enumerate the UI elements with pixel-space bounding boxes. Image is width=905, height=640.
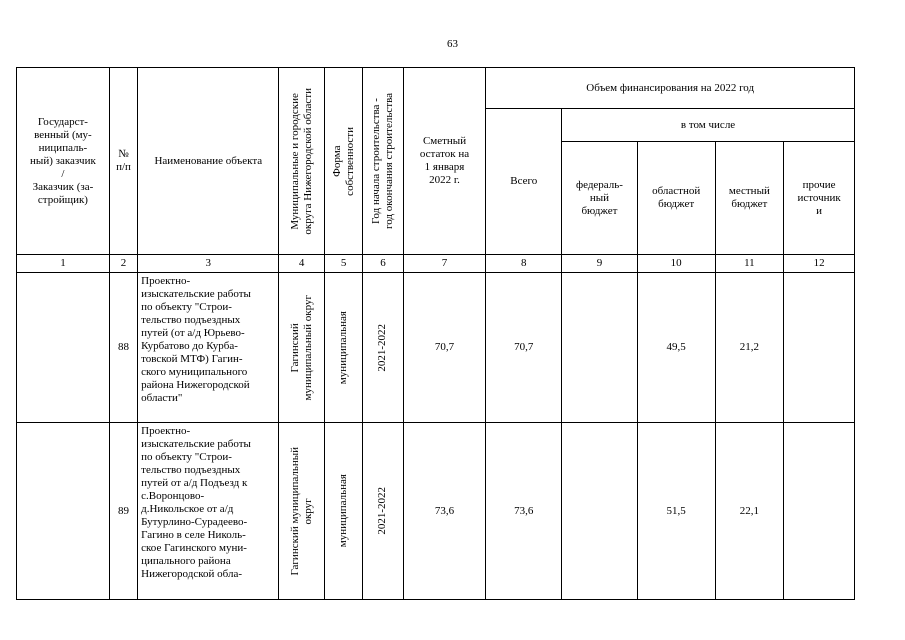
column-number: 5 bbox=[324, 255, 362, 273]
row-object-name: Проектно- изыскательские работы по объекту "Строи- тельство подъездных путей (от а/д Юрьево- Курбатово до Курба- товской МТФ) Гагин- ского муниципального района Нижегородской области" bbox=[138, 273, 279, 423]
column-number: 9 bbox=[562, 255, 638, 273]
column-number-row bbox=[17, 255, 855, 273]
column-number: 6 bbox=[363, 255, 403, 273]
header-other: прочие источник и bbox=[784, 142, 855, 255]
row-number: 88 bbox=[109, 273, 137, 423]
header-total: Всего bbox=[486, 109, 562, 255]
row-estimated-balance: 73,6 bbox=[403, 423, 486, 600]
header-federal: федераль- ный бюджет bbox=[562, 142, 638, 255]
row-district: Гагинский муниципальный округ bbox=[288, 446, 314, 576]
header-years-cell bbox=[363, 68, 403, 255]
column-number: 7 bbox=[403, 255, 486, 273]
column-number: 8 bbox=[486, 255, 562, 273]
financing-table bbox=[16, 67, 855, 600]
column-number: 11 bbox=[715, 255, 784, 273]
row-ownership: муниципальная bbox=[337, 310, 350, 385]
header-ownership-cell bbox=[324, 68, 362, 255]
row-number: 89 bbox=[109, 423, 137, 600]
row-ownership-cell bbox=[324, 273, 362, 423]
row-total: 73,6 bbox=[486, 423, 562, 600]
header-row-number: № п/п bbox=[109, 68, 137, 255]
page-number: 63 bbox=[447, 38, 458, 50]
column-number: 10 bbox=[637, 255, 715, 273]
row-other bbox=[784, 273, 855, 423]
row-customer bbox=[17, 423, 110, 600]
row-federal bbox=[562, 423, 638, 600]
row-years: 2021-2022 bbox=[376, 487, 389, 535]
column-number: 3 bbox=[138, 255, 279, 273]
row-district-cell bbox=[279, 423, 324, 600]
header-estimated-balance: Сметный остаток на 1 января 2022 г. bbox=[403, 68, 486, 255]
row-regional: 51,5 bbox=[637, 423, 715, 600]
row-years-cell bbox=[363, 423, 403, 600]
header-districts: Муниципальные и городские округа Нижегородской области bbox=[288, 87, 314, 235]
column-number: 1 bbox=[17, 255, 110, 273]
header-financing-group: Объем финансирования на 2022 год bbox=[486, 68, 855, 109]
row-ownership: муниципальная bbox=[337, 474, 350, 548]
row-estimated-balance: 70,7 bbox=[403, 273, 486, 423]
row-federal bbox=[562, 273, 638, 423]
table-row bbox=[17, 273, 855, 423]
header-districts-cell bbox=[279, 68, 324, 255]
row-ownership-cell bbox=[324, 423, 362, 600]
column-number: 12 bbox=[784, 255, 855, 273]
row-years-cell bbox=[363, 273, 403, 423]
row-district-cell bbox=[279, 273, 324, 423]
header-row-1 bbox=[17, 68, 855, 109]
row-customer bbox=[17, 273, 110, 423]
header-local: местный бюджет bbox=[715, 142, 784, 255]
row-local: 22,1 bbox=[715, 423, 784, 600]
row-local: 21,2 bbox=[715, 273, 784, 423]
column-number: 4 bbox=[279, 255, 324, 273]
header-including: в том числе bbox=[562, 109, 855, 142]
header-object-name: Наименование объекта bbox=[138, 68, 279, 255]
row-object-name: Проектно- изыскательские работы по объекту "Строи- тельство подъездных путей от а/д Подъезд к с.Воронцово- д.Никольское от а/д Бутурлино-Сурадеево- Гагино в селе Николь- ское Гагинского муни- ципального района Нижегородской обла- bbox=[138, 423, 279, 600]
row-years: 2021-2022 bbox=[376, 323, 389, 372]
row-other bbox=[784, 423, 855, 600]
column-number: 2 bbox=[109, 255, 137, 273]
row-total: 70,7 bbox=[486, 273, 562, 423]
header-years: Год начала строительства - год окончания строительства bbox=[369, 93, 395, 229]
row-regional: 49,5 bbox=[637, 273, 715, 423]
table-row bbox=[17, 423, 855, 600]
row-district: Гагинский муниципальный округ bbox=[288, 294, 314, 401]
header-ownership: Форма собственности bbox=[330, 126, 356, 196]
header-regional: областной бюджет bbox=[637, 142, 715, 255]
header-customer: Государст- венный (му- ниципаль- ный) заказчик / Заказчик (за- стройщик) bbox=[17, 68, 110, 255]
